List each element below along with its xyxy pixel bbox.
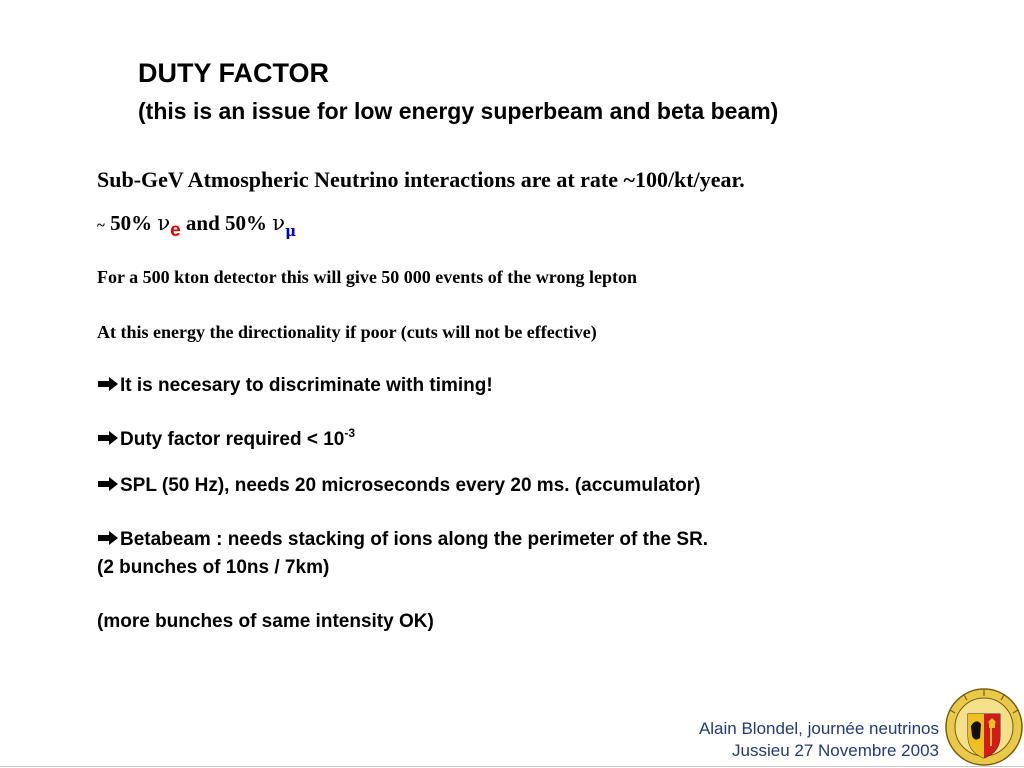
arrow-right-icon xyxy=(97,530,119,546)
duty-factor-text: Duty factor required < 10 xyxy=(120,429,345,450)
university-seal-icon xyxy=(944,686,1024,768)
nu-symbol-mu: ν xyxy=(272,211,286,235)
duty-factor-bullet xyxy=(97,428,355,453)
duty-exponent: -3 xyxy=(344,426,356,440)
nu-symbol-e: ν xyxy=(157,211,171,235)
e-subscript: e xyxy=(170,220,181,241)
arrow-right-icon xyxy=(97,430,119,446)
detector-events-line: For a 500 kton detector this will give 50 000 events of the wrong lepton xyxy=(97,267,637,287)
neutrino-mix-line xyxy=(97,209,296,240)
mu-subscript: μ xyxy=(285,222,297,240)
betabeam-bullet xyxy=(97,528,708,552)
slide-subtitle: (this is an issue for low energy superbeam and beta beam) xyxy=(138,98,779,124)
slide-title: DUTY FACTOR xyxy=(138,58,330,88)
bunches-line: (2 bunches of 10ns / 7km) xyxy=(97,557,330,578)
directionality-line: At this energy the directionality if poor (cuts will not be effective) xyxy=(97,322,597,342)
spl-bullet xyxy=(97,474,700,498)
timing-text: It is necesary to discriminate with timing! xyxy=(120,375,493,396)
timing-bullet xyxy=(97,374,493,398)
footer-venue-date: Jussieu 27 Novembre 2003 xyxy=(732,741,939,760)
tilde-symbol: ~ xyxy=(97,218,105,234)
arrow-right-icon xyxy=(97,376,119,392)
arrow-right-icon xyxy=(97,476,119,492)
atmospheric-rate-line: Sub-GeV Atmospheric Neutrino interactions are at rate ~100/kt/year. xyxy=(97,167,745,192)
percent-e: 50% xyxy=(110,211,153,235)
and-percent-mu: and 50% xyxy=(185,211,268,235)
bottom-divider xyxy=(0,766,1024,767)
more-bunches-line: (more bunches of same intensity OK) xyxy=(97,611,434,632)
spl-text: SPL (50 Hz), needs 20 microseconds every 20 ms. (accumulator) xyxy=(120,475,701,496)
betabeam-text: Betabeam : needs stacking of ions along the perimeter of the SR. xyxy=(120,529,709,550)
footer-author: Alain Blondel, journée neutrinos xyxy=(698,719,939,738)
